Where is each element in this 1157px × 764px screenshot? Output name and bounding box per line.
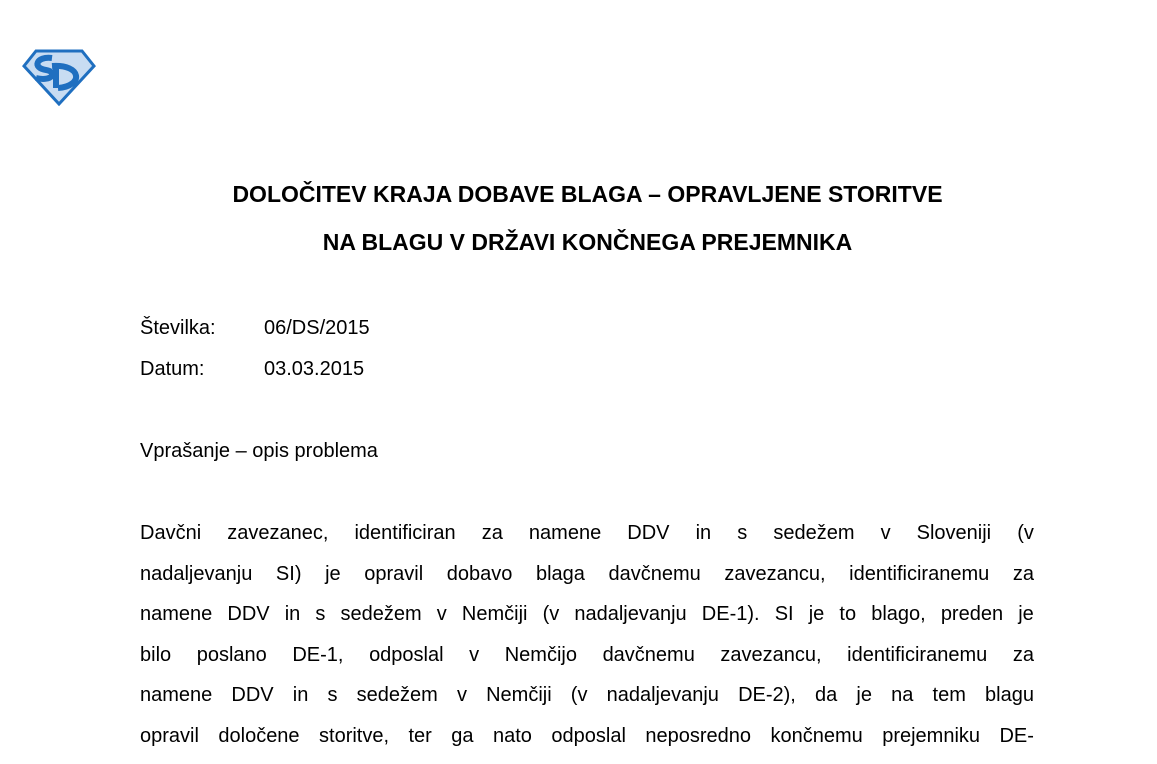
word: na xyxy=(891,684,914,707)
word: opravil xyxy=(364,562,424,585)
word: je xyxy=(1018,603,1034,626)
word: neposredno xyxy=(645,724,752,747)
word: identificiran xyxy=(354,522,456,544)
word: določene xyxy=(218,724,300,747)
word: poslano xyxy=(196,643,267,666)
word: nadaljevanju xyxy=(574,603,687,626)
word: davčnemu xyxy=(608,562,701,585)
word: zavezancu, xyxy=(724,562,826,585)
document-title-line-2: NA BLAGU V DRŽAVI KONČNEGA PREJEMNIKA xyxy=(322,229,853,255)
word: identificiranemu xyxy=(847,643,988,666)
word: s xyxy=(327,684,338,707)
meta-number-value: 06/DS/2015 xyxy=(264,317,370,339)
paragraph-line xyxy=(140,642,1034,683)
word: da xyxy=(815,684,838,707)
word: identificiranemu xyxy=(849,562,990,585)
word: zavezancu, xyxy=(720,643,822,666)
word: Nemčiji xyxy=(461,603,528,626)
word: v xyxy=(456,684,467,707)
word: Nemčijo xyxy=(504,643,577,666)
word: Davčni xyxy=(140,522,202,544)
meta-number-label: Številka: xyxy=(140,317,216,339)
document-title-line-1: DOLOČITEV KRAJA DOBAVE BLAGA – OPRAVLJENE STORITVE xyxy=(232,181,943,207)
word: DE- xyxy=(999,724,1034,747)
company-logo xyxy=(22,48,96,106)
word: nato xyxy=(493,724,532,747)
word: nadaljevanju xyxy=(606,684,719,707)
word: (v xyxy=(1017,522,1034,544)
word: dobavo xyxy=(446,562,513,585)
paragraph-line xyxy=(140,723,1034,764)
word: za xyxy=(1012,562,1034,585)
meta-date-value: 03.03.2015 xyxy=(264,358,365,380)
word: sedežem xyxy=(340,603,422,626)
word: SI) xyxy=(275,562,302,585)
paragraph-line xyxy=(140,601,1034,642)
word: v xyxy=(880,522,891,544)
word: v xyxy=(436,603,447,626)
word: prejemniku xyxy=(882,724,981,747)
word: sedežem xyxy=(773,522,855,544)
word: ga xyxy=(451,724,474,747)
word: opravil xyxy=(140,724,199,747)
word: davčnemu xyxy=(602,643,695,666)
word: je xyxy=(856,684,872,707)
word: DDV xyxy=(231,684,274,707)
word: DE-1, xyxy=(292,643,344,666)
word: za xyxy=(481,522,503,544)
word: s xyxy=(315,603,326,626)
word: namene xyxy=(140,684,213,707)
word: DE-1). xyxy=(701,603,760,626)
word: storitve, xyxy=(319,724,390,747)
word: s xyxy=(737,522,748,544)
word: odposlal xyxy=(551,724,626,747)
word: nadaljevanju xyxy=(140,562,253,585)
meta-number xyxy=(140,317,370,340)
word: to xyxy=(839,603,857,626)
word: ter xyxy=(408,724,432,747)
word: SI xyxy=(774,603,794,626)
word: zavezanec, xyxy=(227,522,329,544)
word: je xyxy=(325,562,341,585)
word: Nemčiji xyxy=(486,684,552,707)
paragraph-line xyxy=(140,682,1034,723)
word: namene xyxy=(140,603,213,626)
paragraph-line xyxy=(140,520,1034,561)
word: Sloveniji xyxy=(916,522,992,544)
word: sedežem xyxy=(356,684,438,707)
word: v xyxy=(469,643,480,666)
word: blago, xyxy=(871,603,926,626)
word: namene xyxy=(528,522,602,544)
body-paragraph xyxy=(140,520,1034,764)
word: DE-2), xyxy=(738,684,796,707)
word: odposlal xyxy=(369,643,444,666)
section-heading: Vprašanje – opis problema xyxy=(140,440,378,462)
word: za xyxy=(1012,643,1034,666)
word: (v xyxy=(570,684,588,707)
paragraph-line xyxy=(140,561,1034,602)
word: in xyxy=(292,684,309,707)
word: in xyxy=(284,603,301,626)
word: je xyxy=(808,603,825,626)
word: DDV xyxy=(627,522,670,544)
word: (v xyxy=(542,603,560,626)
word: blaga xyxy=(535,562,585,585)
word: končnemu xyxy=(770,724,863,747)
word: tem xyxy=(932,684,966,707)
word: preden xyxy=(940,603,1004,626)
word: bilo xyxy=(140,643,172,666)
meta-date xyxy=(140,358,364,381)
word: in xyxy=(695,522,712,544)
word: blagu xyxy=(985,684,1034,707)
meta-date-label: Datum: xyxy=(140,358,205,380)
word: DDV xyxy=(227,603,270,626)
